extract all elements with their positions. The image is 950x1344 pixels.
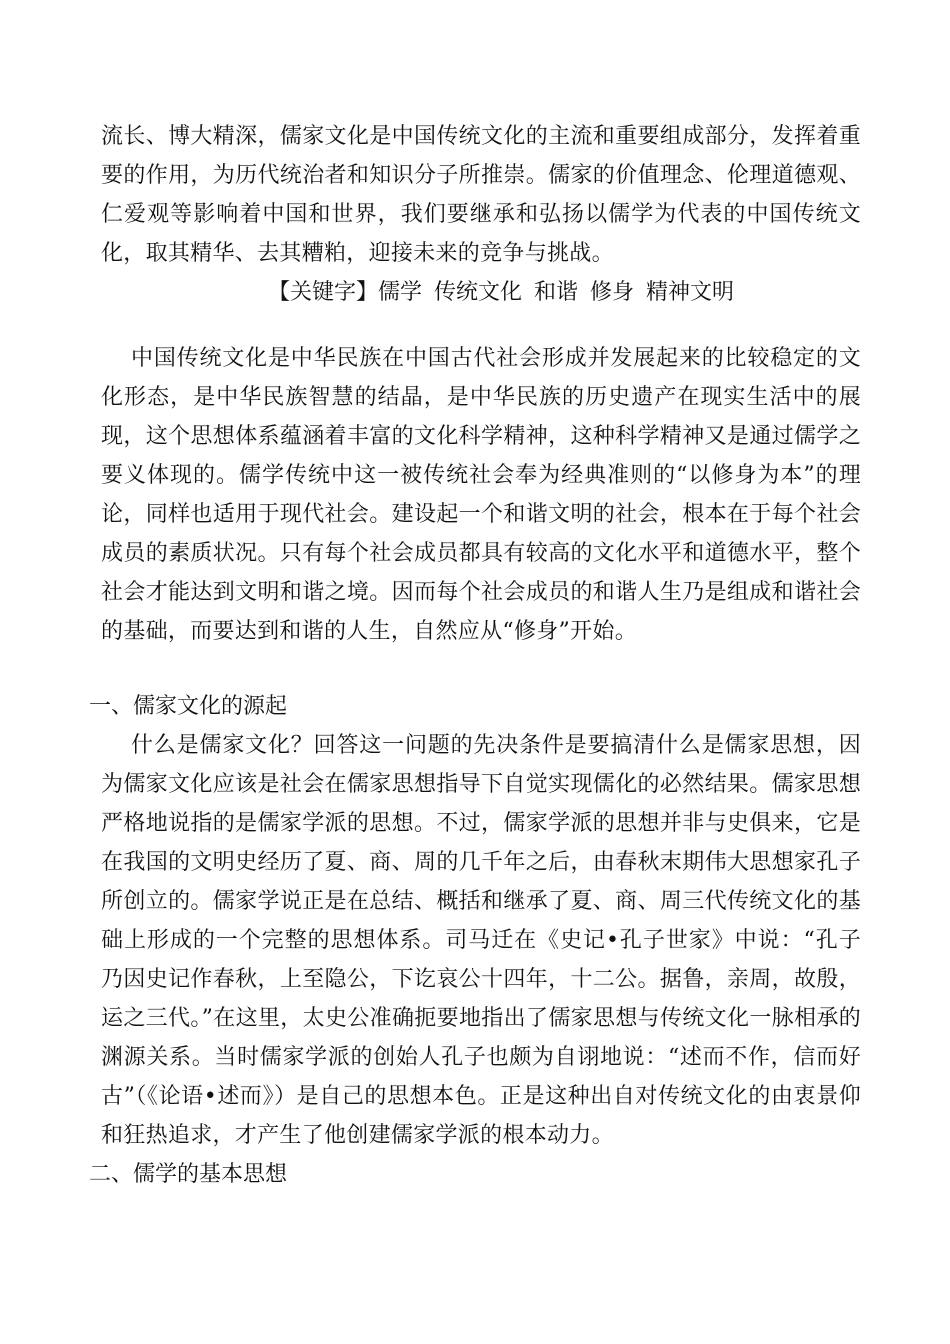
abstract-tail-paragraph: 流长、博大精深，儒家文化是中国传统文化的主流和重要组成部分，发挥着重要的作用，为历代统治者和知识分子所推崇。儒家的价值理念、伦理道德观、仁爱观等影响着中国和世界，我们要继承和弘扬以儒学为代表的中国传统文化，取其精华、去其糟粕，迎接未来的竞争与挑战。 (101, 124, 861, 266)
keyword-item: 传统文化 (433, 280, 522, 305)
keywords-line (101, 273, 861, 312)
keyword-item: 修身 (590, 280, 635, 305)
keyword-item: 和谐 (534, 280, 579, 305)
keywords-label: 【关键字】 (267, 280, 378, 305)
intro-paragraph: 中国传统文化是中华民族在中国古代社会形成并发展起来的比较稳定的文化形态，是中华民族智慧的结晶，是中华民族的历史遗产在现实生活中的展现，这个思想体系蕴涵着丰富的文化科学精神，这种科学精神又是通过儒学之要义体现的。儒学传统中这一被传统社会奉为经典准则的“以修身为本”的理论，同样也适用于现代社会。建设起一个和谐文明的社会，根本在于每个社会成员的素质状况。只有每个社会成员都具有较高的文化水平和道德水平，整个社会才能达到文明和谐之境。因而每个社会成员的和谐人生乃是组成和谐社会的基础，而要达到和谐的人生，自然应从“修身”开始。 (101, 346, 861, 644)
keyword-item: 儒学 (377, 280, 422, 305)
section-heading-basic-thought: 二、儒学的基本思想 (89, 1162, 288, 1187)
document-body (89, 117, 861, 1194)
section-heading-origin: 一、儒家文化的源起 (89, 694, 288, 719)
keyword-item: 精神文明 (646, 280, 735, 305)
section-origin-paragraph: 什么是儒家文化？回答这一问题的先决条件是要搞清什么是儒家思想，因为儒家文化应该是社会在儒家思想指导下自觉实现儒化的必然结果。儒家思想严格地说指的是儒家学派的思想。不过，儒家学派的思想并非与史俱来，它是在我国的文明史经历了夏、商、周的几千年之后，由春秋末期伟大思想家孔子所创立的。儒家学说正是在总结、概括和继承了夏、商、周三代传统文化的基础上形成的一个完整的思想体系。司马迁在《史记•孔子世家》中说：“孔子乃因史记作春秋，上至隐公，下讫哀公十四年，十二公。据鲁，亲周，故殷，运之三代。”在这里，太史公准确扼要地指出了儒家思想与传统文化一脉相承的渊源关系。当时儒家学派的创始人孔子也颇为自诩地说：“述而不作，信而好古”（《论语•述而》）是自己的思想本色。正是这种出自对传统文化的由衷景仰和狂热追求，才产生了他创建儒家学派的根本动力。 (101, 733, 861, 1148)
